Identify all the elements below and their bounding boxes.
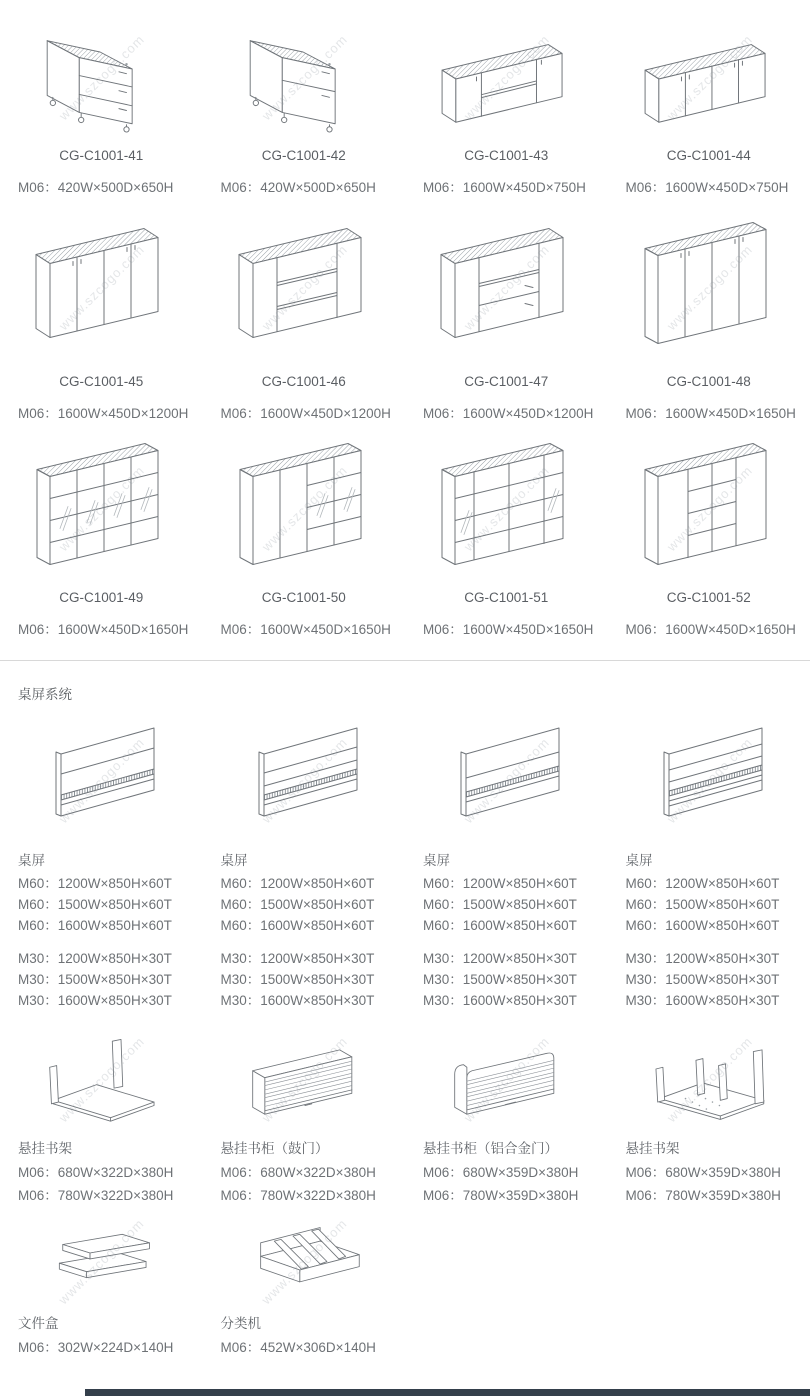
- drawing-tall-cabinet-glass-sides-open-middle: [405, 438, 608, 578]
- product-label: 桌屏: [0, 849, 203, 869]
- empty-cell: [405, 1219, 608, 1359]
- cabinet-row-2: [0, 212, 810, 422]
- product-cell: [0, 1029, 203, 1207]
- drawing-mid-cabinet-4door: [0, 212, 203, 362]
- product-label: 悬挂书柜（鼓门）: [203, 1137, 406, 1157]
- accessory-row: [0, 1219, 810, 1359]
- product-spec: M06：1600W×450D×1200H: [405, 402, 608, 422]
- section-divider: [0, 660, 810, 661]
- product-spec: M06：1600W×450D×750H: [405, 176, 608, 196]
- drawing-desk-screen: [405, 719, 608, 841]
- product-cell: [608, 212, 810, 422]
- product-spec: M06：1600W×450D×1200H: [203, 402, 406, 422]
- product-cell: [405, 1029, 608, 1207]
- watermark: www.szcogo.com: [197, 972, 411, 1186]
- drawing-credenza-4door: [608, 18, 810, 136]
- product-cell: [608, 719, 810, 1011]
- desk-screen-row: [0, 719, 810, 1011]
- product-cell: [405, 18, 608, 196]
- product-spec: M06：680W×322D×380H: [0, 1161, 203, 1184]
- product-code: CG-C1001-43: [405, 148, 608, 163]
- product-spec: M06：780W×359D×380H: [608, 1184, 810, 1207]
- product-label: 桌屏: [405, 849, 608, 869]
- drawing-desk-screen: [0, 719, 203, 841]
- product-spec: M60：1600W×850H×60T: [608, 915, 810, 936]
- product-spec: M60：1200W×850H×60T: [405, 873, 608, 894]
- watermark: www.szcogo.com: [584, 162, 810, 411]
- product-label: 悬挂书柜（铝合金门）: [405, 1137, 608, 1157]
- drawing-tall-cabinet-4door: [608, 212, 810, 362]
- product-cell: [405, 438, 608, 638]
- product-spec: M60：1500W×850H×60T: [608, 894, 810, 915]
- product-spec: M06：780W×322D×380H: [0, 1184, 203, 1207]
- product-cell: [405, 719, 608, 1011]
- product-spec: M30：1500W×850H×30T: [203, 969, 406, 990]
- product-code: CG-C1001-44: [608, 148, 810, 163]
- watermark: www.szcogo.com: [190, 0, 417, 190]
- product-cell: [0, 719, 203, 1011]
- product-cell: [203, 1029, 406, 1207]
- product-spec: M06：1600W×450D×1200H: [0, 402, 203, 422]
- product-spec: M06：680W×359D×380H: [608, 1161, 810, 1184]
- watermark: www.szcogo.com: [0, 972, 208, 1186]
- product-cell: [203, 438, 406, 638]
- product-cell: [0, 18, 203, 196]
- drawing-tall-cabinet-solid-sides-open-middle: [608, 438, 810, 578]
- section-title: 桌屏系统: [18, 683, 810, 703]
- drawing-tall-cabinet-4-glass-doors: [0, 438, 203, 578]
- product-spec: M60：1500W×850H×60T: [0, 894, 203, 915]
- product-label: 分类机: [203, 1312, 406, 1332]
- drawing-mid-cabinet-niche-drawers: [405, 212, 608, 362]
- watermark: www.szcogo.com: [382, 162, 631, 411]
- product-code: CG-C1001-45: [0, 374, 203, 389]
- drawing-tall-cabinet-solid-glass-mix: [203, 438, 406, 578]
- product-code: CG-C1001-42: [203, 148, 406, 163]
- product-label: 桌屏: [608, 849, 810, 869]
- watermark: www.szcogo.com: [595, 0, 810, 190]
- product-spec: M06：452W×306D×140H: [203, 1336, 406, 1359]
- product-spec: M30：1200W×850H×30T: [0, 948, 203, 969]
- product-spec: M30：1200W×850H×30T: [203, 948, 406, 969]
- cabinet-row-1: [0, 18, 810, 196]
- product-label: 文件盒: [0, 1312, 203, 1332]
- product-spec: M06：1600W×450D×1650H: [608, 618, 810, 638]
- product-cell: [203, 1219, 406, 1359]
- product-spec: M30：1600W×850H×30T: [405, 990, 608, 1011]
- product-cell: [405, 212, 608, 422]
- product-spec: M06：1600W×450D×1650H: [203, 618, 406, 638]
- product-cell: [608, 438, 810, 638]
- product-spec: M60：1200W×850H×60T: [203, 873, 406, 894]
- watermark: www.szcogo.com: [594, 665, 810, 894]
- product-spec: M30：1600W×850H×30T: [0, 990, 203, 1011]
- product-spec: M06：780W×322D×380H: [203, 1184, 406, 1207]
- watermark: www.szcogo.com: [0, 0, 215, 190]
- product-cell: [608, 1029, 810, 1207]
- product-code: CG-C1001-52: [608, 590, 810, 605]
- product-cell: [203, 212, 406, 422]
- watermark: www.szcogo.com: [183, 387, 425, 629]
- watermark: www.szcogo.com: [385, 387, 627, 629]
- watermark: www.szcogo.com: [0, 387, 222, 629]
- product-spec: M06：420W×500D×650H: [0, 176, 203, 196]
- drawing-mobile-pedestal-3drawer: [0, 18, 203, 136]
- product-cell: [0, 438, 203, 638]
- product-label: 悬挂书架: [0, 1137, 203, 1157]
- product-spec: M30：1500W×850H×30T: [608, 969, 810, 990]
- watermark: www.szcogo.com: [393, 0, 620, 190]
- product-spec: M60：1500W×850H×60T: [203, 894, 406, 915]
- drawing-hanging-bookshelf: [0, 1029, 203, 1129]
- watermark: www.szcogo.com: [0, 665, 216, 894]
- cabinet-row-3: [0, 438, 810, 638]
- drawing-mid-cabinet-open-shelves: [203, 212, 406, 362]
- product-spec: M06：1600W×450D×1650H: [0, 618, 203, 638]
- watermark: www.szcogo.com: [179, 162, 428, 411]
- drawing-mobile-pedestal-2drawer: [203, 18, 406, 136]
- product-spec: M06：420W×500D×650H: [203, 176, 406, 196]
- drawing-hanging-cabinet-aluminum-door: [405, 1029, 608, 1129]
- drawing-desk-screen: [608, 719, 810, 841]
- drawing-desk-screen: [203, 719, 406, 841]
- watermark: www.szcogo.com: [189, 665, 418, 894]
- product-cell: [0, 212, 203, 422]
- product-label: 桌屏: [203, 849, 406, 869]
- product-label: 悬挂书架: [608, 1137, 810, 1157]
- product-code: CG-C1001-47: [405, 374, 608, 389]
- product-spec: M60：1200W×850H×60T: [0, 873, 203, 894]
- product-spec: M30：1500W×850H×30T: [405, 969, 608, 990]
- product-spec: M06：302W×224D×140H: [0, 1336, 203, 1359]
- watermark: www.szcogo.com: [202, 1160, 405, 1363]
- product-cell: [203, 719, 406, 1011]
- product-spec: M30：1600W×850H×30T: [203, 990, 406, 1011]
- drawing-hanging-bookshelf-dividers: [608, 1029, 810, 1129]
- product-cell: [203, 18, 406, 196]
- product-spec: M30：1200W×850H×30T: [405, 948, 608, 969]
- drawing-sorter: [203, 1219, 406, 1304]
- empty-cell: [608, 1219, 810, 1359]
- product-cell: [608, 18, 810, 196]
- product-code: CG-C1001-46: [203, 374, 406, 389]
- watermark: www.szcogo.com: [392, 665, 621, 894]
- watermark: www.szcogo.com: [0, 1160, 203, 1363]
- watermark: www.szcogo.com: [0, 162, 226, 411]
- product-code: CG-C1001-41: [0, 148, 203, 163]
- watermark: www.szcogo.com: [399, 972, 613, 1186]
- product-spec: M60：1200W×850H×60T: [608, 873, 810, 894]
- footer-bar: [85, 1389, 810, 1396]
- product-spec: M30：1500W×850H×30T: [0, 969, 203, 990]
- watermark: www.szcogo.com: [602, 972, 810, 1186]
- drawing-hanging-cabinet-tambour: [203, 1029, 406, 1129]
- product-code: CG-C1001-51: [405, 590, 608, 605]
- drawing-credenza-open-middle: [405, 18, 608, 136]
- product-spec: M30：1600W×850H×30T: [608, 990, 810, 1011]
- product-code: CG-C1001-48: [608, 374, 810, 389]
- product-spec: M60：1600W×850H×60T: [203, 915, 406, 936]
- product-spec: M06：1600W×450D×1650H: [608, 402, 810, 422]
- product-spec: M06：680W×359D×380H: [405, 1161, 608, 1184]
- product-spec: M60：1600W×850H×60T: [405, 915, 608, 936]
- product-code: CG-C1001-50: [203, 590, 406, 605]
- product-spec: M60：1600W×850H×60T: [0, 915, 203, 936]
- product-spec: M06：1600W×450D×1650H: [405, 618, 608, 638]
- product-cell: [0, 1219, 203, 1359]
- product-spec: M60：1500W×850H×60T: [405, 894, 608, 915]
- product-code: CG-C1001-49: [0, 590, 203, 605]
- product-spec: M06：680W×322D×380H: [203, 1161, 406, 1184]
- product-spec: M06：1600W×450D×750H: [608, 176, 810, 196]
- watermark: www.szcogo.com: [588, 387, 810, 629]
- drawing-file-tray: [0, 1219, 203, 1304]
- hanging-row: [0, 1029, 810, 1207]
- product-spec: M30：1200W×850H×30T: [608, 948, 810, 969]
- product-spec: M06：780W×359D×380H: [405, 1184, 608, 1207]
